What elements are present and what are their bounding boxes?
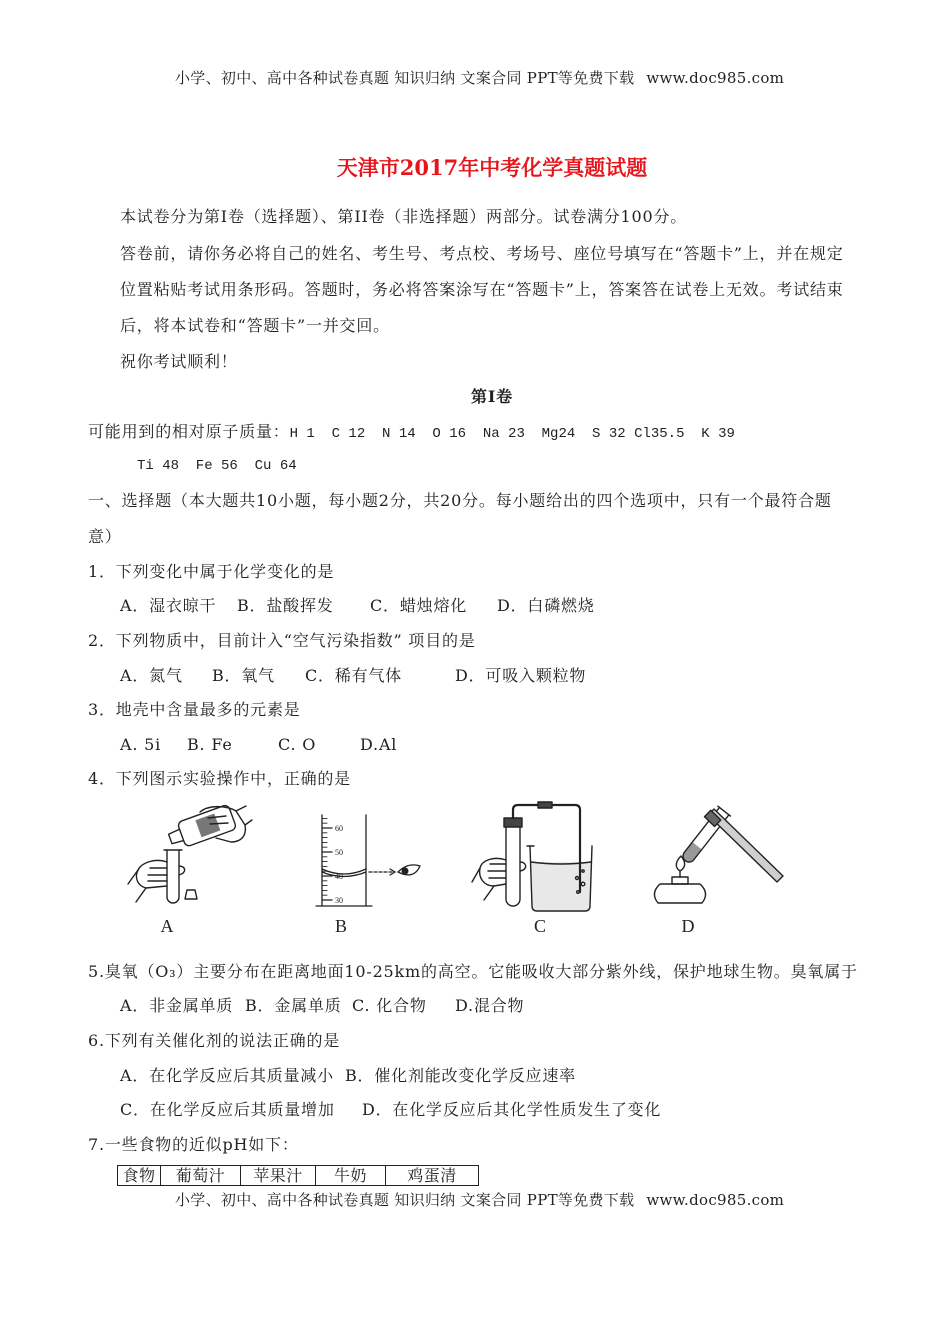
question-2-option-b: B．氧气 bbox=[212, 666, 275, 685]
table-header-apple-juice: 苹果汁 bbox=[241, 1166, 316, 1186]
atomic-masses-label: 可能用到的相对原子质量： bbox=[88, 422, 290, 441]
cylinder-tick-50: 50 bbox=[335, 848, 343, 857]
header-text: 小学、初中、高中各种试卷真题 知识归纳 文案合同 PPT等免费下载 bbox=[175, 69, 635, 87]
part1-heading-line-2: 意） bbox=[88, 527, 122, 546]
question-6-stem: 6.下列有关催化剂的说法正确的是 bbox=[88, 1031, 341, 1050]
question-5-option-c: C. 化合物 bbox=[352, 996, 427, 1015]
question-5-stem: 5.臭氧（O₃）主要分布在距离地面10-25km的高空。它能吸收大部分紫外线，保护地球生物。臭氧属于 bbox=[88, 962, 858, 981]
figure-c-airtightness-check bbox=[472, 802, 592, 911]
question-6-option-a: A．在化学反应后其质量减小 bbox=[120, 1066, 334, 1085]
page-footer bbox=[175, 1190, 784, 1210]
intro-line-3: 位置粘贴考试用条形码。答题时，务必将答案涂写在“答题卡”上，答案答在试卷上无效。考试结束 bbox=[120, 280, 844, 299]
question-5-option-b: B．金属单质 bbox=[245, 996, 342, 1015]
question-1-stem: 1．下列变化中属于化学变化的是 bbox=[88, 562, 335, 581]
intro-line-4: 后，将本试卷和“答题卡”一并交回。 bbox=[120, 316, 390, 335]
question-3-option-d: D.Al bbox=[360, 735, 398, 754]
intro-line-5: 祝你考试顺利！ bbox=[120, 352, 238, 371]
figure-d-heating-test-tube bbox=[654, 806, 783, 903]
question-5-option-a: A．非金属单质 bbox=[120, 996, 234, 1015]
part1-heading-line-1: 一、选择题（本大题共10小题，每小题2分，共20分。每小题给出的四个选项中，只有一个最符合题 bbox=[88, 491, 832, 510]
header-url: www.doc985.com bbox=[646, 69, 785, 87]
figure-d-label: D bbox=[681, 916, 695, 936]
cylinder-tick-40: 40 bbox=[335, 872, 343, 881]
atomic-masses-line-1 bbox=[88, 422, 735, 444]
cylinder-tick-60: 60 bbox=[335, 824, 343, 833]
atomic-masses-line-2: Ti 48 Fe 56 Cu 64 bbox=[137, 458, 297, 474]
table-header-milk: 牛奶 bbox=[316, 1166, 386, 1186]
ph-table bbox=[117, 1165, 479, 1186]
question-4-stem: 4．下列图示实验操作中，正确的是 bbox=[88, 769, 351, 788]
figure-b-cylinder-reading bbox=[316, 815, 420, 906]
question-3-stem: 3．地壳中含量最多的元素是 bbox=[88, 700, 301, 719]
figure-a-label: A bbox=[160, 916, 174, 936]
intro-line-1: 本试卷分为第Ⅰ卷（选择题）、第II卷（非选择题）两部分。试卷满分100分。 bbox=[120, 207, 688, 226]
document-title: 天津市2017年中考化学真题试题 bbox=[336, 155, 648, 180]
table-header-egg-white: 鸡蛋清 bbox=[386, 1166, 479, 1186]
figure-b-label: B bbox=[334, 916, 348, 936]
question-1-option-c: C．蜡烛熔化 bbox=[370, 596, 468, 615]
question-6-option-c: C．在化学反应后其质量增加 bbox=[120, 1100, 335, 1119]
question-6-option-b: B．催化剂能改变化学反应速率 bbox=[345, 1066, 576, 1085]
question-3-option-c: C. O bbox=[278, 735, 317, 754]
table-header-grape-juice: 葡萄汁 bbox=[161, 1166, 241, 1186]
intro-line-2: 答卷前，请你务必将自己的姓名、考生号、考点校、考场号、座位号填写在“答题卡”上，并在规定 bbox=[120, 244, 844, 263]
footer-url: www.doc985.com bbox=[646, 1191, 785, 1209]
page-header bbox=[175, 68, 784, 88]
table-header-food: 食物 bbox=[118, 1166, 161, 1186]
section-title: 第Ⅰ卷 bbox=[471, 387, 513, 406]
footer-text: 小学、初中、高中各种试卷真题 知识归纳 文案合同 PPT等免费下载 bbox=[175, 1191, 635, 1209]
question-4-figures bbox=[0, 795, 950, 945]
question-2-option-a: A．氮气 bbox=[120, 666, 183, 685]
question-1-option-b: B．盐酸挥发 bbox=[237, 596, 334, 615]
table-row bbox=[118, 1166, 479, 1186]
question-5-option-d: D.混合物 bbox=[455, 996, 525, 1015]
question-2-option-d: D．可吸入颗粒物 bbox=[455, 666, 587, 685]
question-1-option-a: A．湿衣晾干 bbox=[120, 596, 217, 615]
figure-a-pouring-liquid bbox=[128, 804, 252, 903]
atomic-masses-values: H 1 C 12 N 14 O 16 Na 23 Mg24 S 32 Cl35.5 K 39 bbox=[289, 426, 735, 442]
figure-c-label: C bbox=[533, 916, 547, 936]
question-2-stem: 2．下列物质中，目前计入“空气污染指数” 项目的是 bbox=[88, 631, 476, 650]
question-7-stem: 7.一些食物的近似pH如下： bbox=[88, 1135, 299, 1154]
question-2-option-c: C．稀有气体 bbox=[305, 666, 403, 685]
question-1-option-d: D．白磷燃烧 bbox=[497, 596, 595, 615]
question-3-option-b: B. Fe bbox=[187, 735, 233, 754]
question-6-option-d: D．在化学反应后其化学性质发生了变化 bbox=[362, 1100, 662, 1119]
question-3-option-a: A. 5i bbox=[120, 735, 162, 754]
cylinder-tick-30: 30 bbox=[335, 896, 343, 905]
